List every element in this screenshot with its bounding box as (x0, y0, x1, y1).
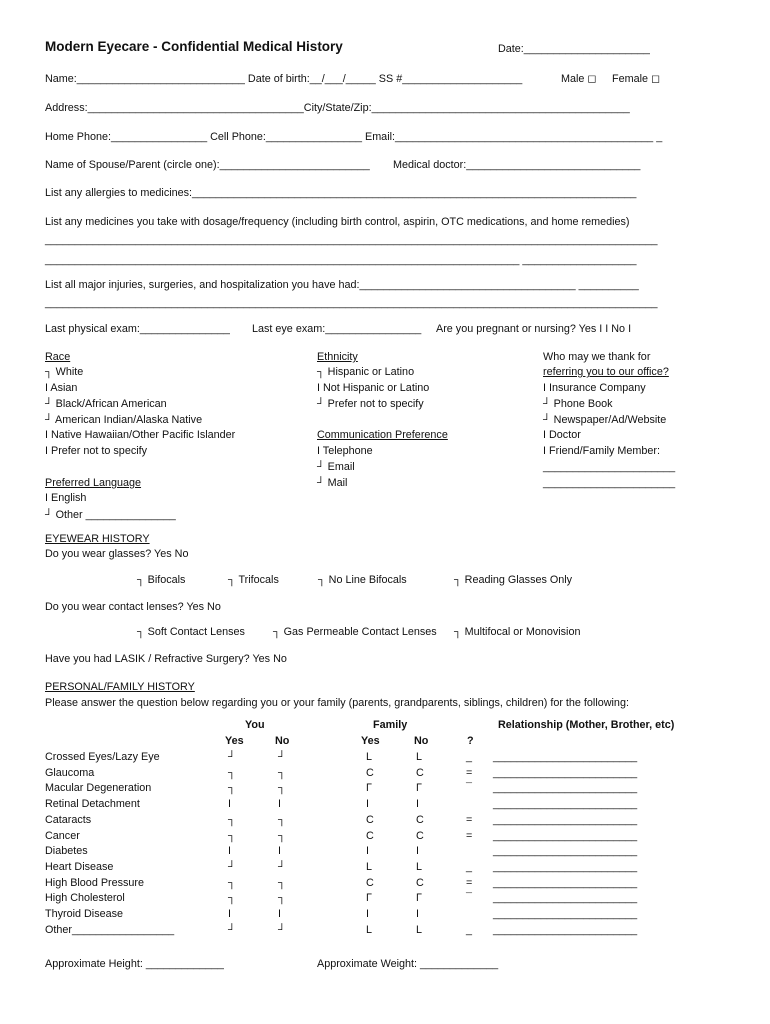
last-eye-exam-field[interactable]: Last eye exam:________________ (252, 323, 422, 335)
race-option[interactable]: ┘ American Indian/Alaska Native (45, 414, 203, 426)
last-physical-field[interactable]: Last physical exam:_______________ (45, 323, 230, 335)
phone-email-line[interactable]: Home Phone:________________ Cell Phone:________________ Email:___________________________________________ _ (45, 131, 663, 143)
lasik-question[interactable]: Have you had LASIK / Refractive Surgery? Yes No (45, 653, 287, 665)
unknown-checkbox[interactable]: = (466, 813, 473, 826)
male-checkbox[interactable]: Male ◻ (561, 73, 597, 85)
you-no-checkbox[interactable]: ┐ (278, 766, 286, 779)
family-no-checkbox[interactable]: L (416, 751, 423, 763)
referral-heading: referring you to our office? (543, 366, 669, 378)
family-no-checkbox[interactable]: Γ (416, 782, 422, 795)
family-yes-checkbox[interactable]: I (366, 798, 369, 811)
family-no-checkbox[interactable]: C (416, 813, 424, 826)
relationship-line[interactable]: ________________________ (493, 923, 638, 936)
condition-label: Cataracts (45, 813, 92, 826)
weight-field[interactable]: Approximate Weight: _____________ (317, 958, 499, 970)
eyewear-heading: EYEWEAR HISTORY (45, 533, 150, 545)
you-yes-checkbox[interactable]: ┐ (228, 766, 236, 779)
race-option[interactable]: I Prefer not to specify (45, 445, 148, 457)
address-line[interactable]: Address:____________________________________City/State/Zip:___________________________________________ (45, 102, 630, 114)
unknown-checkbox[interactable]: ¯ (466, 892, 472, 905)
race-option[interactable]: I Asian (45, 382, 78, 394)
communication-heading: Communication Preference (317, 429, 448, 441)
family-yes-checkbox[interactable]: C (366, 876, 374, 889)
race-option[interactable]: ┐ White (45, 366, 84, 378)
family-no-checkbox[interactable]: L (416, 860, 423, 873)
referral-option[interactable]: ┘ Newspaper/Ad/Website (543, 414, 667, 426)
you-no-checkbox[interactable]: I (278, 908, 281, 920)
condition-label: Glaucoma (45, 766, 95, 779)
relationship-line[interactable]: ________________________ (493, 751, 638, 763)
allergies-field[interactable]: List any allergies to medicines:__________________________________________________________________________ (45, 187, 637, 199)
you-no-checkbox[interactable]: I (278, 845, 281, 858)
relationship-line[interactable]: ________________________ (493, 813, 638, 826)
col-yes-header: Yes (225, 735, 244, 747)
family-no-checkbox[interactable]: C (416, 876, 424, 889)
date-field[interactable]: Date:_____________________ (498, 43, 650, 55)
language-option[interactable]: I English (45, 492, 87, 504)
you-yes-checkbox[interactable]: ┘ (228, 923, 236, 936)
col-family-header: Family (373, 719, 408, 731)
family-yes-checkbox[interactable]: I (366, 845, 369, 858)
referral-option[interactable]: ┘ Phone Book (543, 398, 613, 410)
contacts-question[interactable]: Do you wear contact lenses? Yes No (45, 601, 221, 613)
relationship-line[interactable]: ________________________ (493, 892, 638, 905)
medicines-line[interactable]: _______________________________________________________________________________ ___________________ (45, 254, 637, 266)
relationship-line[interactable]: ________________________ (493, 860, 638, 873)
communication-option[interactable]: ┘ Email (317, 461, 355, 473)
glasses-option[interactable]: ┐ Bifocals (137, 574, 186, 586)
you-yes-checkbox[interactable]: I (228, 798, 231, 811)
family-yes-checkbox[interactable]: I (366, 908, 369, 920)
history-instruction: Please answer the question below regarding you or your family (parents, grandparents, siblings, children) for the following: (45, 697, 629, 709)
referral-option[interactable]: I Insurance Company (543, 382, 646, 394)
unknown-checkbox[interactable]: ¯ (466, 782, 472, 795)
relationship-line[interactable]: ________________________ (493, 782, 638, 795)
you-yes-checkbox[interactable]: ┐ (228, 829, 236, 842)
language-heading: Preferred Language (45, 477, 142, 489)
you-no-checkbox[interactable]: ┘ (278, 751, 286, 763)
you-yes-checkbox[interactable]: ┐ (228, 892, 236, 905)
contacts-option[interactable]: ┐ Multifocal or Monovision (454, 626, 581, 638)
you-yes-checkbox[interactable]: I (228, 908, 231, 920)
ethnicity-option[interactable]: I Not Hispanic or Latino (317, 382, 430, 394)
you-yes-checkbox[interactable]: ┐ (228, 782, 236, 795)
contacts-option[interactable]: ┐ Soft Contact Lenses (137, 626, 245, 638)
glasses-option[interactable]: ┐ Reading Glasses Only (454, 574, 573, 586)
you-no-checkbox[interactable]: ┘ (278, 860, 286, 873)
unknown-checkbox[interactable]: = (466, 766, 473, 779)
condition-label: Thyroid Disease (45, 908, 124, 920)
unknown-checkbox[interactable]: = (466, 876, 473, 889)
relationship-line[interactable]: ________________________ (493, 908, 638, 920)
ethnicity-heading: Ethnicity (317, 351, 358, 363)
col-family-no-header: No (414, 735, 429, 747)
family-no-checkbox[interactable]: L (416, 923, 423, 936)
you-no-checkbox[interactable]: ┐ (278, 813, 286, 826)
you-yes-checkbox[interactable]: ┐ (228, 813, 236, 826)
condition-label: Crossed Eyes/Lazy Eye (45, 751, 160, 763)
medicines-prompt: List any medicines you take with dosage/frequency (including birth control, aspirin, OTC medications, and home remedies) (45, 216, 630, 228)
race-heading: Race (45, 351, 71, 363)
condition-label: Heart Disease (45, 860, 114, 873)
pregnant-question[interactable]: Are you pregnant or nursing? Yes I I No I (436, 323, 632, 335)
communication-option[interactable]: ┘ Mail (317, 477, 348, 489)
condition-label: Diabetes (45, 845, 88, 858)
race-option[interactable]: I Native Hawaiian/Other Pacific Islander (45, 429, 236, 441)
family-yes-checkbox[interactable]: Γ (366, 782, 372, 795)
family-yes-checkbox[interactable]: C (366, 813, 374, 826)
history-heading: PERSONAL/FAMILY HISTORY (45, 681, 195, 693)
female-checkbox[interactable]: Female ◻ (612, 73, 660, 85)
you-yes-checkbox[interactable]: I (228, 845, 231, 858)
ethnicity-option[interactable]: ┐ Hispanic or Latino (317, 366, 415, 378)
name-dob-ssn-line[interactable]: Name:____________________________ Date of birth:__/___/_____ SS #____________________ (45, 73, 523, 85)
medicines-line[interactable]: ______________________________________________________________________________________________________ (45, 234, 658, 246)
referral-heading: Who may we thank for (543, 351, 651, 363)
relationship-line[interactable]: ________________________ (493, 876, 638, 889)
family-no-checkbox[interactable]: I (416, 908, 419, 920)
relationship-line[interactable]: ________________________ (493, 766, 638, 779)
condition-label: High Blood Pressure (45, 876, 145, 889)
referral-line[interactable]: ______________________ (543, 477, 676, 489)
injuries-line[interactable]: ______________________________________________________________________________________________________ (45, 297, 658, 309)
condition-label: High Cholesterol (45, 892, 125, 905)
unknown-checkbox[interactable]: _ (466, 751, 473, 763)
communication-option[interactable]: I Telephone (317, 445, 373, 457)
family-no-checkbox[interactable]: C (416, 829, 424, 842)
you-yes-checkbox[interactable]: ┐ (228, 876, 236, 889)
ethnicity-option[interactable]: ┘ Prefer not to specify (317, 398, 424, 410)
relationship-line[interactable]: ________________________ (493, 845, 638, 858)
you-yes-checkbox[interactable]: ┘ (228, 751, 236, 763)
you-no-checkbox[interactable]: ┐ (278, 782, 286, 795)
glasses-option[interactable]: ┐ No Line Bifocals (318, 574, 407, 586)
referral-option[interactable]: I Friend/Family Member: (543, 445, 660, 457)
unknown-checkbox[interactable]: _ (466, 860, 473, 873)
col-you-header: You (245, 719, 265, 731)
you-no-checkbox[interactable]: ┐ (278, 892, 286, 905)
relationship-line[interactable]: ________________________ (493, 829, 638, 842)
family-no-checkbox[interactable]: I (416, 798, 419, 811)
referral-line[interactable]: ______________________ (543, 461, 676, 473)
family-yes-checkbox[interactable]: C (366, 766, 374, 779)
you-no-checkbox[interactable]: ┐ (278, 876, 286, 889)
referral-option[interactable]: I Doctor (543, 429, 581, 441)
family-no-checkbox[interactable]: I (416, 845, 419, 858)
glasses-question[interactable]: Do you wear glasses? Yes No (45, 548, 189, 560)
col-no-header: No (275, 735, 290, 747)
contacts-option[interactable]: ┐ Gas Permeable Contact Lenses (273, 626, 437, 638)
condition-label: Other_________________ (45, 923, 175, 936)
glasses-option[interactable]: ┐ Trifocals (228, 574, 279, 586)
condition-label: Retinal Detachment (45, 798, 140, 811)
race-option[interactable]: ┘ Black/African American (45, 398, 167, 410)
language-option[interactable]: ┘ Other _______________ (45, 509, 176, 521)
family-yes-checkbox[interactable]: C (366, 829, 374, 842)
family-no-checkbox[interactable]: C (416, 766, 424, 779)
condition-label: Macular Degeneration (45, 782, 152, 795)
family-yes-checkbox[interactable]: L (366, 923, 373, 936)
col-unknown-header: ? (467, 735, 474, 747)
form-title: Modern Eyecare - Confidential Medical History (45, 39, 343, 54)
height-field[interactable]: Approximate Height: _____________ (45, 958, 224, 970)
you-yes-checkbox[interactable]: ┘ (228, 860, 236, 873)
you-no-checkbox[interactable]: ┘ (278, 923, 286, 936)
unknown-checkbox[interactable]: = (466, 829, 473, 842)
unknown-checkbox[interactable]: _ (466, 923, 473, 936)
relationship-line[interactable]: ________________________ (493, 798, 638, 811)
you-no-checkbox[interactable]: ┐ (278, 829, 286, 842)
condition-label: Cancer (45, 829, 80, 842)
family-yes-checkbox[interactable]: L (366, 860, 373, 873)
family-no-checkbox[interactable]: Γ (416, 892, 422, 905)
you-no-checkbox[interactable]: I (278, 798, 281, 811)
col-relationship-header: Relationship (Mother, Brother, etc) (498, 719, 675, 731)
col-family-yes-header: Yes (361, 735, 380, 747)
medical-doctor-field[interactable]: Medical doctor:_____________________________ (393, 159, 641, 171)
family-yes-checkbox[interactable]: L (366, 751, 373, 763)
injuries-field[interactable]: List all major injuries, surgeries, and hospitalization you have had:____________________________________ __________ (45, 279, 639, 291)
spouse-parent-field[interactable]: Name of Spouse/Parent (circle one):_________________________ (45, 159, 370, 171)
family-yes-checkbox[interactable]: Γ (366, 892, 372, 905)
